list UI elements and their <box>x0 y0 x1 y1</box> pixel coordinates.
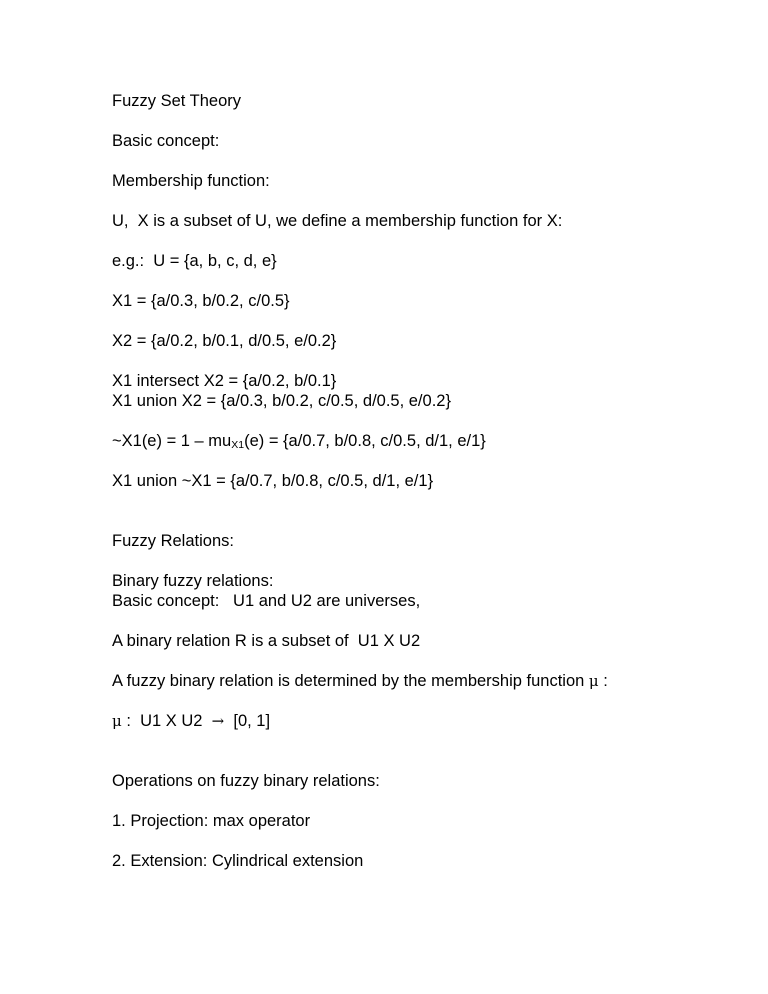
mapping-line <box>112 711 270 731</box>
set-x2: X2 = {a/0.2, b/0.1, d/0.5, e/0.2} <box>112 332 337 350</box>
union-complement-line: X1 union ~X1 = {a/0.7, b/0.8, c/0.5, d/1, e/1} <box>112 472 434 490</box>
complement-suffix: (e) = {a/0.7, b/0.8, c/0.5, d/1, e/1} <box>244 432 486 450</box>
mapping-mu-symbol: μ <box>112 712 122 730</box>
complement-line <box>112 431 486 451</box>
arrow-icon: → <box>211 712 225 730</box>
basic-concept-heading: Basic concept: <box>112 132 220 150</box>
fuzzy-binary-relation-tail: : <box>598 672 608 690</box>
mu-symbol: μ <box>588 672 599 690</box>
mapping-end: [0, 1] <box>224 712 271 730</box>
definition-text: U, X is a subset of U, we define a membership function for X: <box>112 212 563 230</box>
binary-fuzzy-relations-heading: Binary fuzzy relations: <box>112 572 274 590</box>
document-title: Fuzzy Set Theory <box>112 92 241 110</box>
fuzzy-binary-relation-text: A fuzzy binary relation is determined by the membership function <box>112 672 589 690</box>
binary-relation-line: A binary relation R is a subset of U1 X U2 <box>112 632 421 650</box>
union-line: X1 union X2 = {a/0.3, b/0.2, c/0.5, d/0.5, e/0.2} <box>112 392 451 410</box>
fuzzy-binary-relation-line <box>112 671 608 691</box>
example-universe: e.g.: U = {a, b, c, d, e} <box>112 252 277 270</box>
universes-line: Basic concept: U1 and U2 are universes, <box>112 592 421 610</box>
mapping-middle: : U1 X U2 <box>121 712 212 730</box>
fuzzy-relations-heading: Fuzzy Relations: <box>112 532 234 550</box>
complement-prefix: ~X1(e) = 1 – mu <box>112 432 232 450</box>
intersect-line: X1 intersect X2 = {a/0.2, b/0.1} <box>112 372 337 390</box>
membership-function-heading: Membership function: <box>112 172 270 190</box>
complement-subscript: X1 <box>231 439 245 451</box>
extension-item: 2. Extension: Cylindrical extension <box>112 852 364 870</box>
set-x1: X1 = {a/0.3, b/0.2, c/0.5} <box>112 292 290 310</box>
projection-item: 1. Projection: max operator <box>112 812 311 830</box>
operations-heading: Operations on fuzzy binary relations: <box>112 772 380 790</box>
